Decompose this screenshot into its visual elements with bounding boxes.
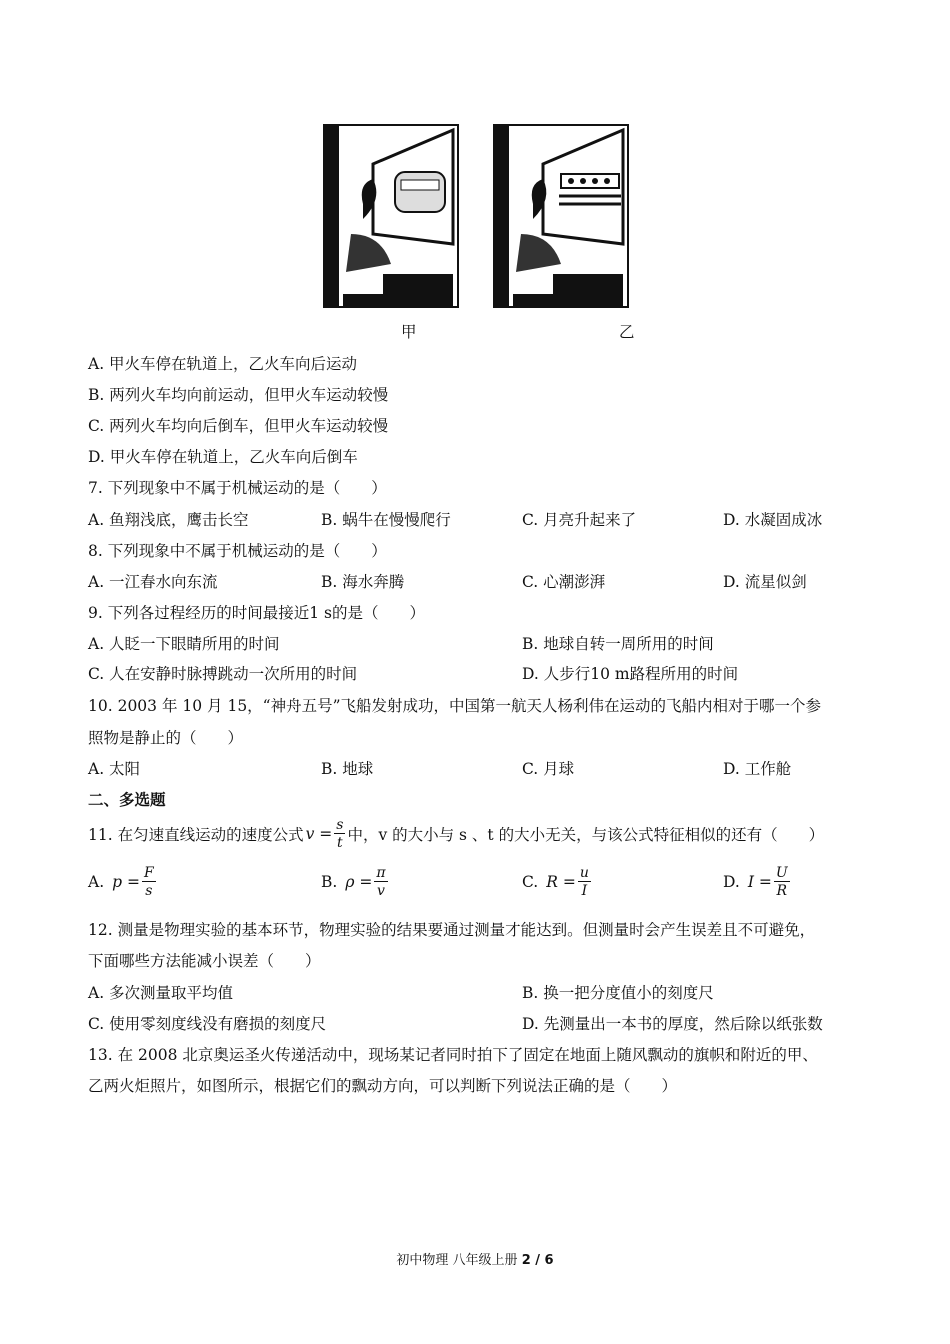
q8-option-b: B. 海水奔腾 (321, 573, 405, 591)
q7-option-d: D. 水凝固成冰 (723, 511, 823, 529)
q11-formula-denominator: t (337, 835, 343, 851)
q11-option-c-label: C. (522, 873, 539, 891)
figure-label-yi: 乙 (619, 323, 635, 341)
q10-option-a: A. 太阳 (88, 760, 141, 778)
q12-option-b: B. 换一把分度值小的刻度尺 (522, 984, 714, 1002)
q11-option-a-label: A. (88, 873, 105, 891)
q11-option-d (723, 866, 792, 898)
q10-option-b: B. 地球 (321, 760, 374, 778)
q11-option-d-denominator: R (776, 883, 788, 899)
q11-option-b-lhs: ρ = (345, 873, 373, 891)
q11-formula-numerator: s (336, 817, 344, 833)
footer-page-number: 2 / 6 (521, 1253, 554, 1268)
q8-option-d: D. 流星似剑 (723, 573, 807, 591)
q6-option-b: B. 两列火车均向前运动，但甲火车运动较慢 (88, 386, 389, 404)
q8-stem: 8. 下列现象中不属于机械运动的是（ ） (88, 542, 387, 560)
q9-option-b: B. 地球自转一周所用的时间 (522, 635, 714, 653)
q11-option-b-label: B. (321, 873, 338, 891)
q8-option-c: C. 心潮澎湃 (522, 573, 606, 591)
q11-option-c-lhs: R = (546, 873, 576, 891)
section-heading-multi-choice: 二、多选题 (88, 791, 166, 809)
train-picture-jia (323, 124, 459, 308)
q12-stem-line1: 12. 测量是物理实验的基本环节，物理实验的结果要通过测量才能达到。但测量时会产生误差且不可避免， (88, 921, 816, 939)
q10-stem-line2: 照物是静止的（ ） (88, 729, 244, 747)
q11-stem (88, 818, 824, 850)
q11-formula-fraction (334, 818, 345, 850)
q11-option-d-label: D. (723, 873, 740, 891)
q11-option-a (88, 866, 158, 898)
q11-option-c (522, 866, 593, 898)
q11-option-a-denominator: s (145, 883, 153, 899)
q12-option-a: A. 多次测量取平均值 (88, 984, 234, 1002)
q11-option-a-lhs: p = (112, 873, 140, 891)
q11-option-a-numerator: F (143, 865, 154, 881)
q11-option-c-denominator: I (581, 883, 588, 899)
q6-option-d: D. 甲火车停在轨道上，乙火车向后倒车 (88, 448, 358, 466)
q7-option-c: C. 月亮升起来了 (522, 511, 637, 529)
q11-stem-prefix: 11. 在匀速直线运动的速度公式 (88, 826, 304, 844)
q11-stem-suffix: 中，v 的大小与 s 、t 的大小无关，与该公式特征相似的还有（ ） (347, 826, 825, 844)
q12-stem-line2: 下面哪些方法能减小误差（ ） (88, 952, 321, 970)
q6-option-c: C. 两列火车均向后倒车，但甲火车运动较慢 (88, 417, 389, 435)
q12-option-c: C. 使用零刻度线没有磨损的刻度尺 (88, 1015, 327, 1033)
q9-option-d: D. 人步行10 m路程所用的时间 (522, 665, 739, 683)
q11-option-b (321, 866, 390, 898)
footer-title: 初中物理 八年级上册 (396, 1253, 522, 1268)
train-picture-yi (493, 124, 629, 308)
q11-option-b-denominator: v (377, 883, 385, 899)
q11-option-d-lhs: I = (747, 873, 772, 891)
page-footer (0, 1249, 950, 1268)
figure-label-jia: 甲 (401, 323, 417, 341)
q9-option-a: A. 人眨一下眼睛所用的时间 (88, 635, 280, 653)
q10-option-c: C. 月球 (522, 760, 575, 778)
q6-option-a: A. 甲火车停在轨道上，乙火车向后运动 (88, 355, 358, 373)
q12-option-d: D. 先测量出一本书的厚度，然后除以纸张数 (522, 1015, 823, 1033)
q11-formula-lhs: v = (305, 825, 333, 843)
q10-option-d: D. 工作舱 (723, 760, 792, 778)
q10-stem-line1: 10. 2003 年 10 月 15，“神舟五号”飞船发射成功，中国第一航天人杨利伟在运动的飞船内相对于哪一个参 (88, 697, 822, 715)
q11-option-c-numerator: u (579, 865, 589, 881)
q11-option-b-numerator: π (376, 865, 386, 881)
q8-option-a: A. 一江春水向东流 (88, 573, 218, 591)
q7-option-b: B. 蜗牛在慢慢爬行 (321, 511, 451, 529)
q9-option-c: C. 人在安静时脉搏跳动一次所用的时间 (88, 665, 358, 683)
q11-option-d-numerator: U (775, 865, 788, 881)
q9-stem: 9. 下列各过程经历的时间最接近1 s的是（ ） (88, 604, 425, 622)
q13-stem-line2: 乙两火炬照片，如图所示，根据它们的飘动方向，可以判断下列说法正确的是（ ） (88, 1077, 678, 1095)
q7-option-a: A. 鱼翔浅底，鹰击长空 (88, 511, 249, 529)
q13-stem-line1: 13. 在 2008 北京奥运圣火传递活动中，现场某记者同时拍下了固定在地面上随风飘动的旗帜和附近的甲、 (88, 1046, 818, 1064)
q7-stem: 7. 下列现象中不属于机械运动的是（ ） (88, 479, 387, 497)
